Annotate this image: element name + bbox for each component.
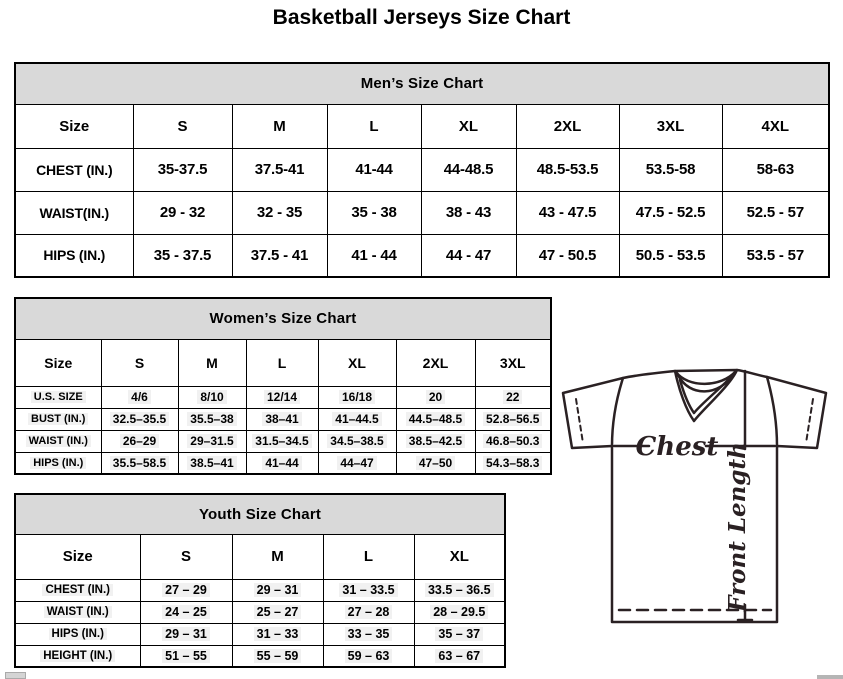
size-value-cell: 35 – 37 <box>414 623 505 645</box>
size-value-cell: 54.3–58.3 <box>475 452 551 474</box>
size-value-cell: 38.5–41 <box>178 452 246 474</box>
size-value-cell: 29 - 32 <box>133 191 232 234</box>
size-value-cell: 41–44 <box>246 452 318 474</box>
jersey-measurement-diagram <box>553 358 843 670</box>
youth-size-table <box>14 493 506 668</box>
size-value-cell: 20 <box>396 386 475 408</box>
scrollbar-fragment-left[interactable] <box>5 672 26 679</box>
row-label: BUST (IN.) <box>15 408 101 430</box>
size-value-cell: 52.5 - 57 <box>722 191 829 234</box>
front-length-label: Front Length <box>724 442 751 612</box>
size-value-cell: 37.5-41 <box>232 148 327 191</box>
jersey-outline <box>563 370 826 622</box>
column-header-row <box>15 104 829 148</box>
size-value-cell: 12/14 <box>246 386 318 408</box>
table-row <box>15 191 829 234</box>
size-value-cell: 50.5 - 53.5 <box>619 234 722 277</box>
size-value-cell: 29–31.5 <box>178 430 246 452</box>
size-value-cell: 47–50 <box>396 452 475 474</box>
size-value-cell: 28 – 29.5 <box>414 601 505 623</box>
size-value-cell: 41 - 44 <box>327 234 421 277</box>
size-value-cell: 29 – 31 <box>140 623 232 645</box>
column-header: XL <box>318 339 396 386</box>
size-value-cell: 43 - 47.5 <box>516 191 619 234</box>
size-value-cell: 38.5–42.5 <box>396 430 475 452</box>
size-value-cell: 38–41 <box>246 408 318 430</box>
size-value-cell: 52.8–56.5 <box>475 408 551 430</box>
size-value-cell: 48.5-53.5 <box>516 148 619 191</box>
column-header: L <box>246 339 318 386</box>
column-header: XL <box>421 104 516 148</box>
row-label: WAIST (IN.) <box>15 430 101 452</box>
column-header: 4XL <box>722 104 829 148</box>
column-header: L <box>327 104 421 148</box>
table-row <box>15 601 505 623</box>
size-value-cell: 44-48.5 <box>421 148 516 191</box>
size-value-cell: 47.5 - 52.5 <box>619 191 722 234</box>
table-title: Men’s Size Chart <box>15 63 829 104</box>
size-value-cell: 59 – 63 <box>323 645 414 667</box>
size-value-cell: 16/18 <box>318 386 396 408</box>
size-value-cell: 31.5–34.5 <box>246 430 318 452</box>
womens-size-table <box>14 297 552 475</box>
table-title: Youth Size Chart <box>15 494 505 534</box>
size-value-cell: 35 - 37.5 <box>133 234 232 277</box>
size-value-cell: 29 – 31 <box>232 579 323 601</box>
size-value-cell: 4/6 <box>101 386 178 408</box>
size-value-cell: 41-44 <box>327 148 421 191</box>
size-value-cell: 58-63 <box>722 148 829 191</box>
column-header: M <box>232 534 323 579</box>
column-header: 2XL <box>396 339 475 386</box>
table-row <box>15 234 829 277</box>
size-value-cell: 33 – 35 <box>323 623 414 645</box>
size-value-cell: 53.5 - 57 <box>722 234 829 277</box>
row-label: HIPS (IN.) <box>15 234 133 277</box>
size-value-cell: 33.5 – 36.5 <box>414 579 505 601</box>
size-value-cell: 25 – 27 <box>232 601 323 623</box>
table-row <box>15 148 829 191</box>
column-header: 2XL <box>516 104 619 148</box>
column-header: S <box>101 339 178 386</box>
column-header: L <box>323 534 414 579</box>
column-header: M <box>178 339 246 386</box>
size-value-cell: 37.5 - 41 <box>232 234 327 277</box>
size-value-cell: 46.8–50.3 <box>475 430 551 452</box>
size-value-cell: 35.5–58.5 <box>101 452 178 474</box>
size-value-cell: 35-37.5 <box>133 148 232 191</box>
size-value-cell: 31 – 33.5 <box>323 579 414 601</box>
column-header: 3XL <box>475 339 551 386</box>
column-header: 3XL <box>619 104 722 148</box>
size-value-cell: 8/10 <box>178 386 246 408</box>
table-row <box>15 408 551 430</box>
row-label: WAIST(IN.) <box>15 191 133 234</box>
size-value-cell: 35.5–38 <box>178 408 246 430</box>
size-value-cell: 32 - 35 <box>232 191 327 234</box>
row-label: HIPS (IN.) <box>15 452 101 474</box>
table-row <box>15 623 505 645</box>
size-value-cell: 31 – 33 <box>232 623 323 645</box>
size-value-cell: 44 - 47 <box>421 234 516 277</box>
size-value-cell: 24 – 25 <box>140 601 232 623</box>
size-value-cell: 63 – 67 <box>414 645 505 667</box>
mens-size-table <box>14 62 830 278</box>
row-label: WAIST (IN.) <box>15 601 140 623</box>
scrollbar-fragment-right[interactable] <box>817 675 843 679</box>
size-value-cell: 55 – 59 <box>232 645 323 667</box>
row-label: HEIGHT (IN.) <box>15 645 140 667</box>
size-value-cell: 51 – 55 <box>140 645 232 667</box>
chest-label: Chest <box>635 432 719 462</box>
size-value-cell: 32.5–35.5 <box>101 408 178 430</box>
column-header-row <box>15 534 505 579</box>
table-row <box>15 579 505 601</box>
column-header: Size <box>15 534 140 579</box>
page-title: Basketball Jerseys Size Chart <box>272 6 571 29</box>
column-header: M <box>232 104 327 148</box>
column-header: XL <box>414 534 505 579</box>
size-value-cell: 47 - 50.5 <box>516 234 619 277</box>
row-label: CHEST (IN.) <box>15 148 133 191</box>
table-row <box>15 645 505 667</box>
size-value-cell: 27 – 29 <box>140 579 232 601</box>
column-header: Size <box>15 339 101 386</box>
size-value-cell: 34.5–38.5 <box>318 430 396 452</box>
table-row <box>15 430 551 452</box>
column-header: Size <box>15 104 133 148</box>
row-label: U.S. SIZE <box>15 386 101 408</box>
row-label: CHEST (IN.) <box>15 579 140 601</box>
size-value-cell: 35 - 38 <box>327 191 421 234</box>
size-value-cell: 44.5–48.5 <box>396 408 475 430</box>
table-row <box>15 452 551 474</box>
column-header: S <box>133 104 232 148</box>
size-value-cell: 26–29 <box>101 430 178 452</box>
size-value-cell: 53.5-58 <box>619 148 722 191</box>
size-value-cell: 41–44.5 <box>318 408 396 430</box>
row-label: HIPS (IN.) <box>15 623 140 645</box>
size-value-cell: 38 - 43 <box>421 191 516 234</box>
column-header-row <box>15 339 551 386</box>
size-value-cell: 44–47 <box>318 452 396 474</box>
size-value-cell: 22 <box>475 386 551 408</box>
table-title: Women’s Size Chart <box>15 298 551 339</box>
column-header: S <box>140 534 232 579</box>
table-row <box>15 386 551 408</box>
size-value-cell: 27 – 28 <box>323 601 414 623</box>
